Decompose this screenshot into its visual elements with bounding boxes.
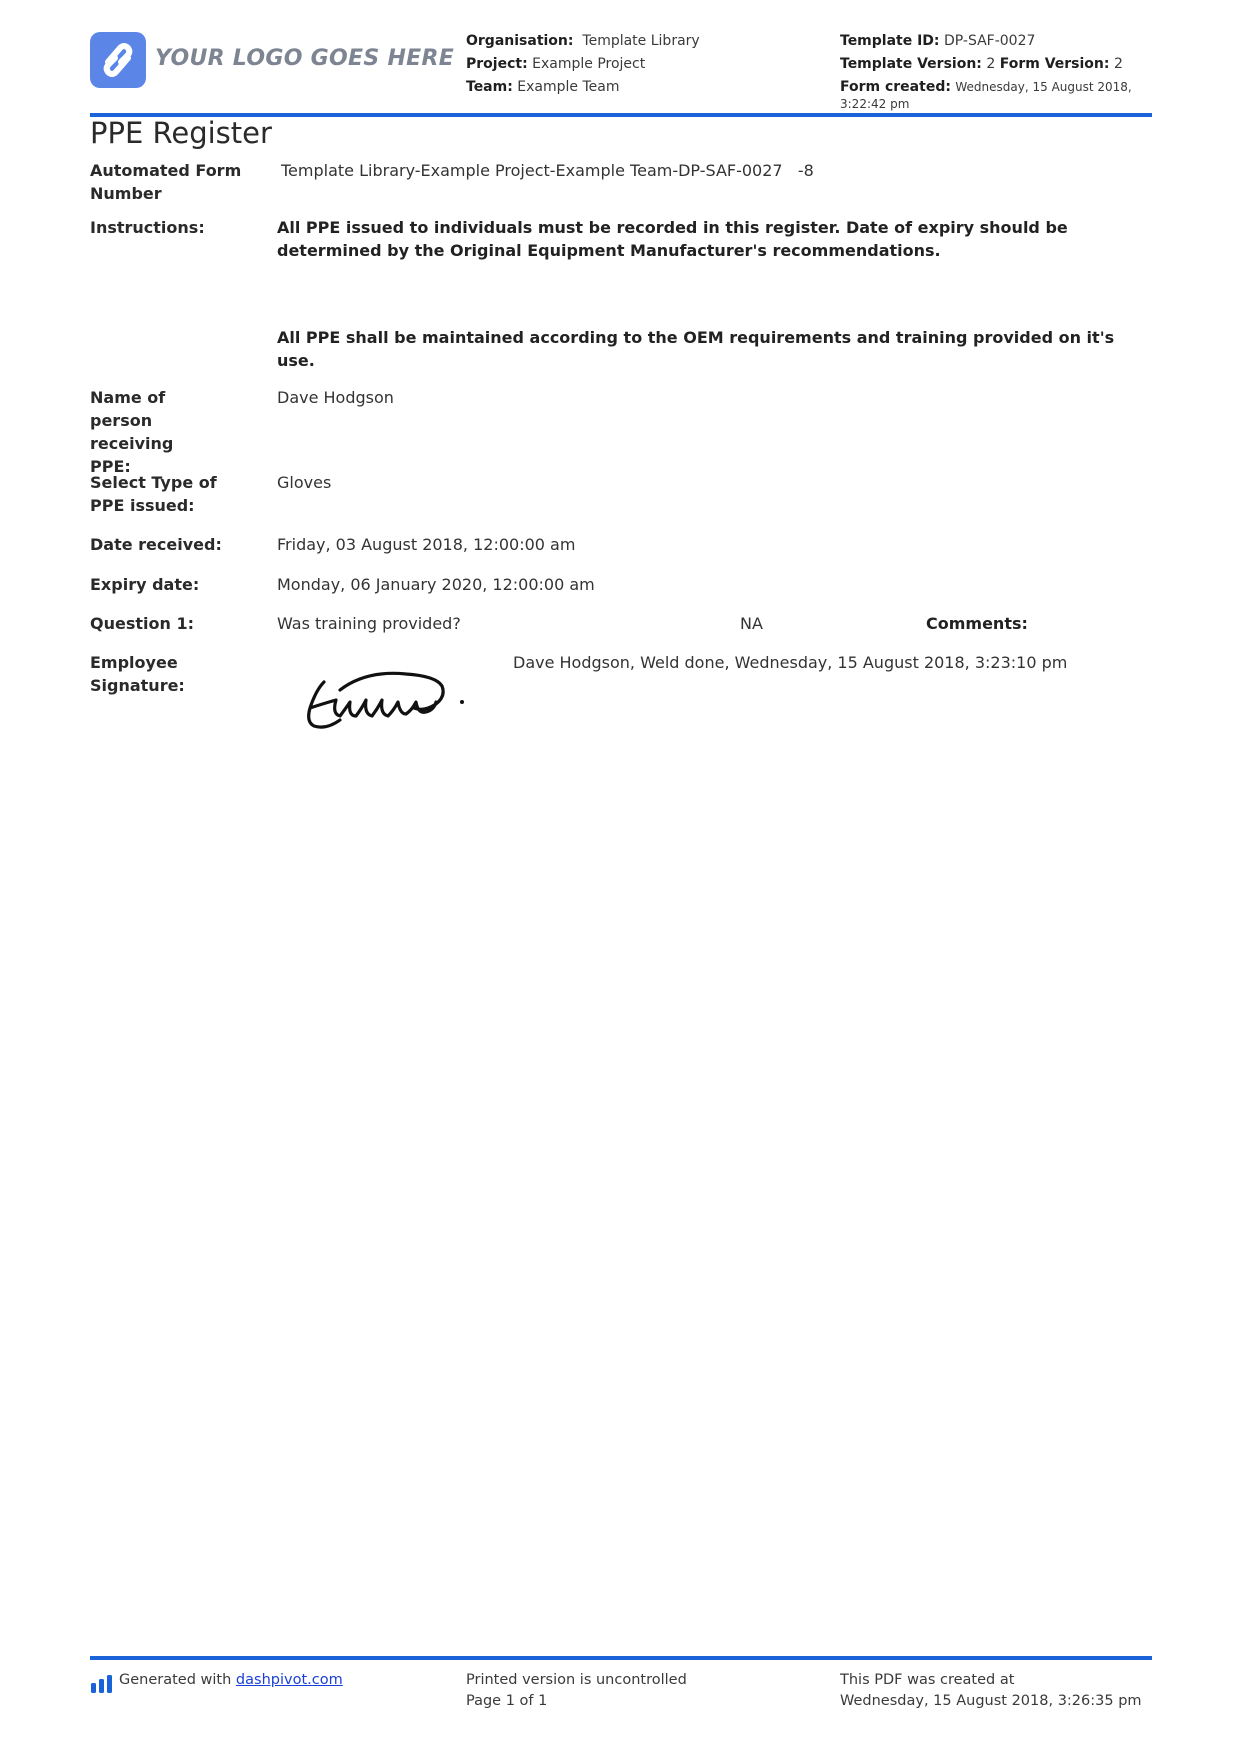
footer-generated — [119, 1670, 343, 1691]
instructions-label: Instructions: — [90, 218, 205, 237]
template-id-value: DP-SAF-0027 — [943, 33, 1036, 49]
header-template-info — [840, 30, 1150, 113]
project-value: Example Project — [532, 56, 646, 72]
organisation-label: Organisation: — [466, 33, 574, 49]
generated-prefix: Generated with — [119, 1672, 232, 1688]
footer-print-info — [466, 1670, 687, 1712]
footer-divider — [90, 1656, 1152, 1660]
template-version-value: 2 — [986, 56, 996, 72]
signature-image — [296, 660, 486, 740]
footer-created-info — [840, 1670, 1142, 1712]
pdf-created-value: Wednesday, 15 August 2018, 3:26:35 pm — [840, 1693, 1142, 1709]
question-answer: NA — [740, 614, 763, 633]
name-label: Name of person receiving PPE: — [90, 388, 174, 476]
question-text: Was training provided? — [277, 614, 461, 633]
ppe-type-value: Gloves — [277, 473, 332, 492]
project-label: Project: — [466, 56, 528, 72]
instructions-paragraph-1: All PPE issued to individuals must be recorded in this register. Date of expiry should be determined by the Original Equipment Manufacturer's recommendations. — [277, 218, 1068, 260]
form-number-label: Automated Form Number — [90, 161, 242, 203]
signature-label: Employee Signature: — [90, 653, 185, 695]
form-created-label: Form created: — [840, 79, 951, 95]
bar-chart-icon — [90, 1675, 114, 1693]
dashpivot-link[interactable]: dashpivot.com — [235, 1672, 343, 1688]
expiry-date-label: Expiry date: — [90, 575, 200, 594]
organisation-value: Template Library — [582, 33, 700, 49]
form-version-label: Form Version: — [999, 56, 1110, 72]
template-id-label: Template ID: — [840, 33, 940, 49]
date-received-label: Date received: — [90, 535, 222, 554]
expiry-date-value: Monday, 06 January 2020, 12:00:00 am — [277, 575, 595, 594]
logo-text: YOUR LOGO GOES HERE — [155, 46, 455, 71]
pdf-created-prefix: This PDF was created at — [840, 1672, 1015, 1688]
team-label: Team: — [466, 79, 513, 95]
template-version-label: Template Version: — [840, 56, 982, 72]
question-label: Question 1: — [90, 614, 194, 633]
form-version-value: 2 — [1113, 56, 1123, 72]
logo-icon — [90, 32, 146, 88]
name-value: Dave Hodgson — [277, 388, 394, 407]
date-received-value: Friday, 03 August 2018, 12:00:00 am — [277, 535, 576, 554]
comments-label: Comments: — [926, 614, 1028, 633]
uncontrolled-notice: Printed version is uncontrolled — [466, 1672, 687, 1688]
header-org-info — [466, 30, 806, 99]
page-number: Page 1 of 1 — [466, 1693, 548, 1709]
signature-caption: Dave Hodgson, Weld done, Wednesday, 15 August 2018, 3:23:10 pm — [513, 653, 1068, 672]
ppe-type-label: Select Type of PPE issued: — [90, 473, 217, 515]
team-value: Example Team — [517, 79, 620, 95]
form-created-value: Wednesday, 15 August 2018, 3:22:42 pm — [840, 80, 1132, 111]
page-title: PPE Register — [90, 116, 272, 150]
form-number-value: Template Library-Example Project-Example Team-DP-SAF-0027 -8 — [281, 161, 814, 180]
instructions-paragraph-2: All PPE shall be maintained according to the OEM requirements and training provided on it's use. — [277, 328, 1115, 370]
